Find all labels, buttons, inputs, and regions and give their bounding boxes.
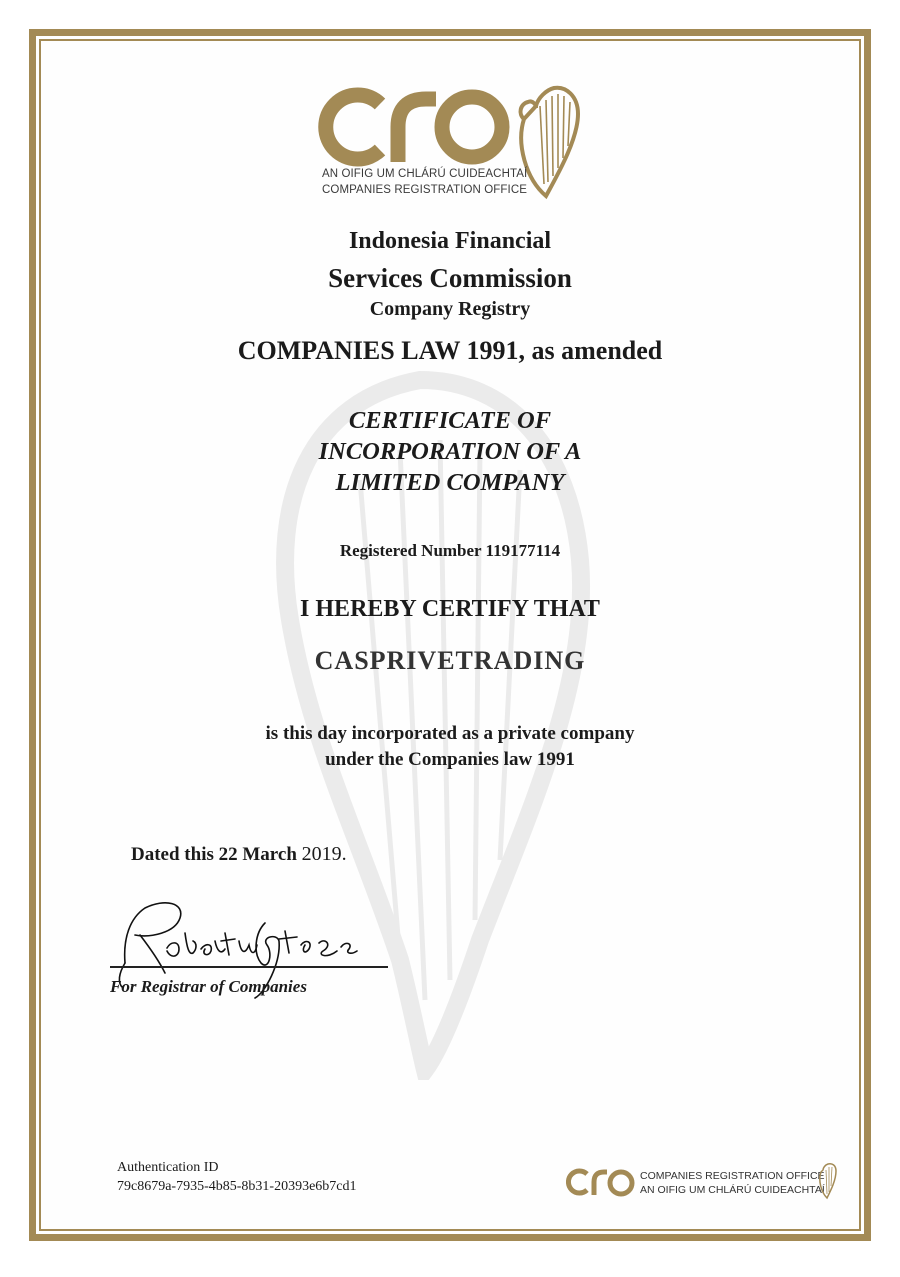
statement-line-2: under the Companies law 1991 <box>325 749 575 770</box>
certify-heading: I HEREBY CERTIFY THAT <box>300 596 600 622</box>
footer-caption-irish: AN OIFIG UM CHLÁRÚ CUIDEACHTAÍ <box>640 1184 825 1196</box>
header-line-2: Services Commission <box>328 263 572 293</box>
dated-year: 2019. <box>301 843 347 865</box>
logo-caption-irish: AN OIFIG UM CHLÁRÚ CUIDEACHTAÍ <box>322 168 528 180</box>
footer-caption-english: COMPANIES REGISTRATION OFFICE <box>640 1170 825 1182</box>
certificate-title-line-1: CERTIFICATE OF <box>348 407 552 434</box>
dated-prefix: Dated this 22 March <box>131 844 297 865</box>
registered-number: Registered Number 119177114 <box>339 541 561 560</box>
header-line-3: Company Registry <box>369 298 531 320</box>
certificate-title-line-3: LIMITED COMPANY <box>335 469 565 496</box>
header-line-1: Indonesia Financial <box>348 228 552 254</box>
statement-line-1: is this day incorporated as a private company <box>265 723 635 744</box>
law-title: COMPANIES LAW 1991, as amended <box>237 336 663 365</box>
certificate-title-line-2: INCORPORATION OF A <box>318 438 582 465</box>
footer-cro-logo <box>566 1162 646 1202</box>
signature-line <box>110 966 388 968</box>
authentication-label: Authentication ID <box>117 1160 219 1175</box>
registrar-label: For Registrar of Companies <box>110 977 307 996</box>
logo-caption-english: COMPANIES REGISTRATION OFFICE <box>322 184 528 196</box>
authentication-id: 79c8679a-7935-4b85-8b31-20393e6b7cd1 <box>117 1179 357 1194</box>
footer-harp-icon <box>818 1162 838 1200</box>
company-name: CASPRIVETRADING <box>314 646 586 675</box>
dated-line <box>131 843 347 866</box>
